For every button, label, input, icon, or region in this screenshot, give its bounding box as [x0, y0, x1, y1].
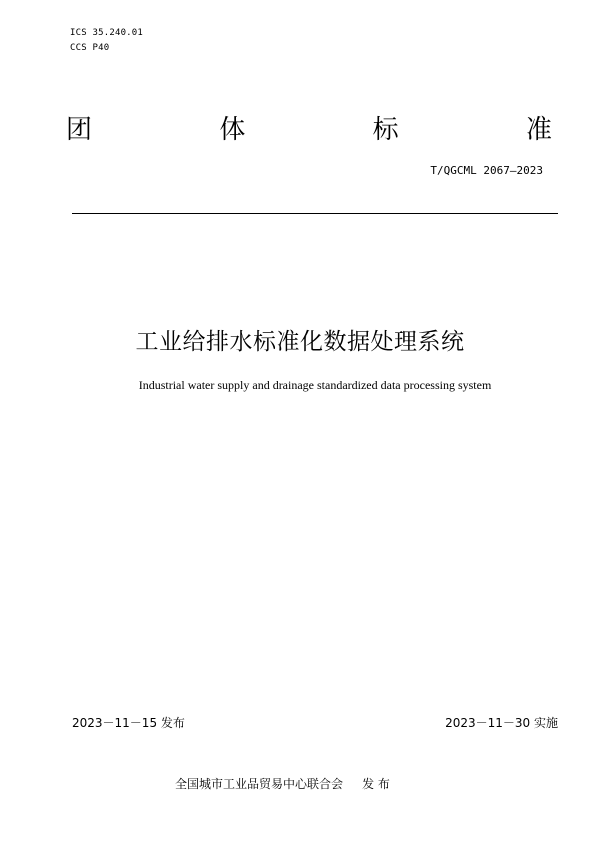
heading-char: 体 [219, 115, 246, 145]
heading-char: 准 [525, 115, 552, 145]
header-divider [72, 213, 558, 214]
heading-char: 团 [66, 115, 93, 145]
document-title-chinese: 工业给排水标准化数据处理系统 [135, 329, 465, 355]
publisher-action: 发 布 [362, 777, 390, 791]
document-type-heading [66, 114, 552, 146]
ccs-code: CCS P40 [70, 43, 110, 53]
implement-date: 2023－11－30 实施 [445, 716, 558, 730]
publisher-line [175, 776, 390, 792]
standard-number: T/QGCML 2067—2023 [430, 164, 543, 177]
publisher-name: 全国城市工业品贸易中心联合会 [175, 777, 344, 791]
publish-date: 2023－11－15 发布 [72, 716, 185, 730]
document-title-english: Industrial water supply and drainage standardized data processing system [138, 378, 492, 392]
heading-char: 标 [372, 115, 399, 145]
ics-code: ICS 35.240.01 [70, 28, 144, 38]
